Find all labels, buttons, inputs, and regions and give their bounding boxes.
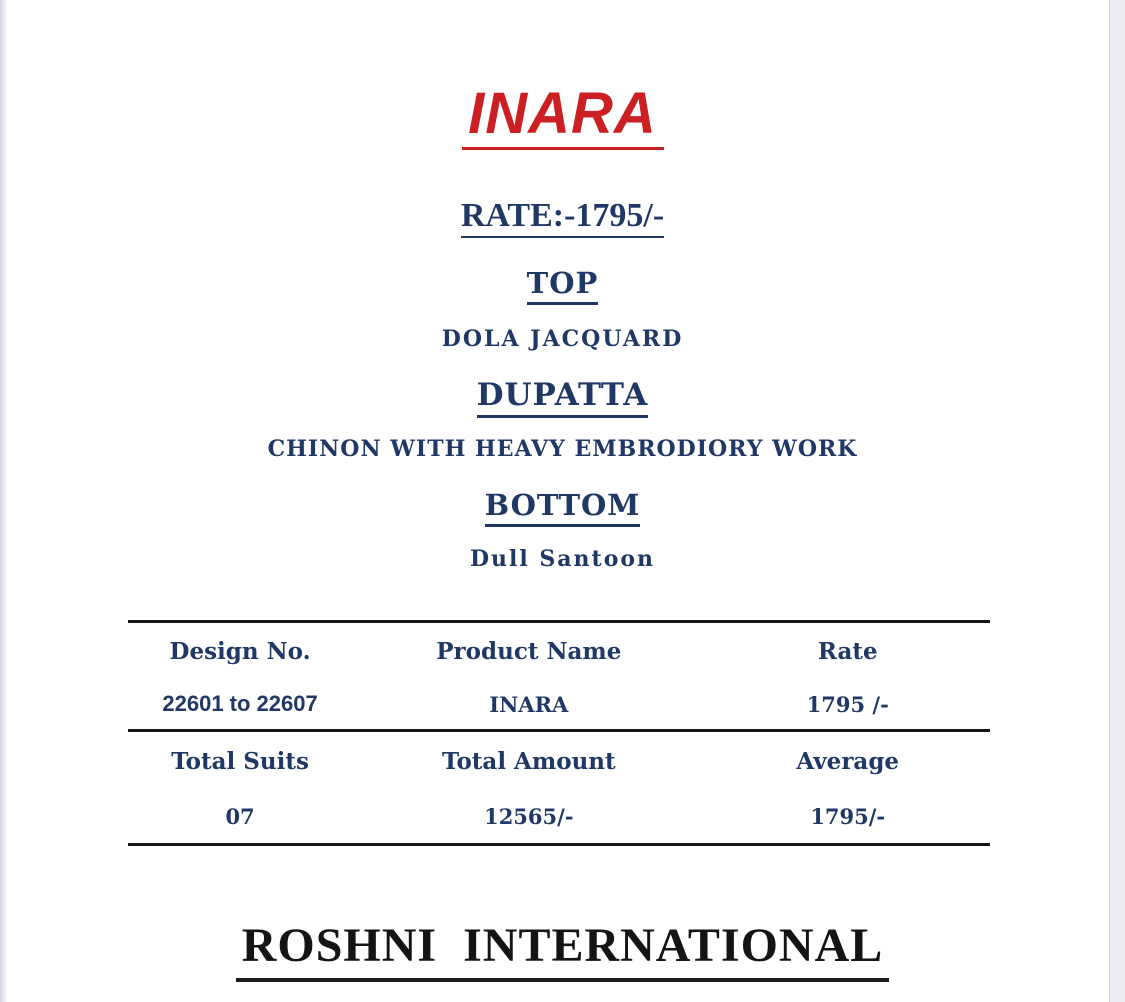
header-average: Average: [796, 747, 900, 775]
section-heading-bottom: [0, 488, 1125, 522]
value-average: 1795/-: [810, 804, 886, 829]
top-heading-text: TOP: [527, 266, 599, 305]
rate-text: RATE:-1795/-: [461, 197, 664, 238]
rate-table-section-totals: [128, 732, 990, 843]
value-rate: 1795 /-: [806, 691, 889, 717]
table-value-row-1: [128, 679, 990, 729]
section-heading-top: [0, 266, 1125, 300]
table-header-row-1: [128, 623, 990, 679]
value-total-suits: 07: [225, 804, 255, 829]
bottom-heading-text: BOTTOM: [485, 488, 641, 527]
company-name-text: ROSHNI INTERNATIONAL: [236, 919, 890, 982]
section-heading-dupatta: [0, 377, 1125, 413]
brand-title: INARA: [468, 81, 657, 146]
value-product-name: INARA: [489, 691, 569, 717]
header-design-no: Design No.: [169, 637, 311, 665]
rate-line: [0, 197, 1125, 235]
header-total-amount: Total Amount: [441, 747, 616, 775]
header-rate: Rate: [817, 637, 878, 665]
table-header-row-2: [128, 732, 990, 790]
header-product-name: Product Name: [436, 637, 622, 665]
value-design-no: 22601 to 22607: [162, 691, 318, 716]
section-detail-dupatta: CHINON WITH HEAVY EMBRODIORY WORK: [267, 436, 858, 462]
brand-underline: [462, 147, 664, 150]
value-total-amount: 12565/-: [484, 804, 574, 829]
table-value-row-2: [128, 790, 990, 843]
company-footer: [0, 918, 1125, 973]
rate-table: [128, 620, 990, 846]
dupatta-heading-text: DUPATTA: [477, 377, 649, 418]
rate-table-section-design: [128, 623, 990, 732]
header-total-suits: Total Suits: [171, 747, 309, 775]
section-detail-top: DOLA JACQUARD: [441, 326, 684, 352]
section-detail-bottom: Dull Santoon: [469, 546, 656, 572]
